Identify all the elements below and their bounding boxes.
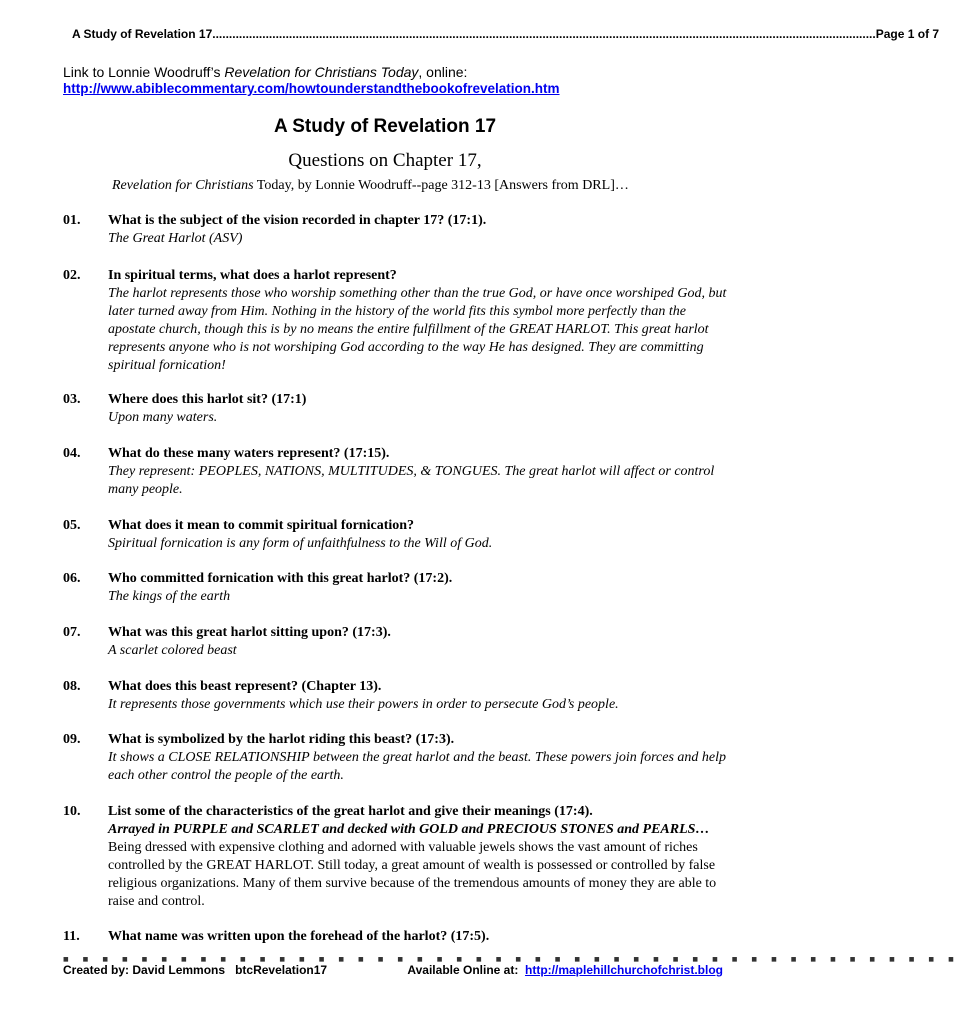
page-title: A Study of Revelation 17 bbox=[273, 116, 497, 137]
commentary-link[interactable]: http://www.abiblecommentary.com/howtounderstandthebookofrevelation.htm bbox=[63, 81, 560, 96]
answer-text: A scarlet colored beast bbox=[108, 643, 237, 658]
source-details: Today, by Lonnie Woodruff--page 312-13 [Answers from DRL]… bbox=[253, 178, 629, 193]
question-text: Who committed fornication with this great harlot? (17:2). bbox=[108, 571, 453, 586]
question-text: Where does this harlot sit? (17:1) bbox=[108, 392, 307, 407]
footer-file-name: btcRevelation17 bbox=[235, 963, 328, 977]
footer-available-label: Available Online at: bbox=[407, 963, 519, 977]
question-text: What name was written upon the forehead of the harlot? (17:5). bbox=[108, 929, 490, 944]
question-number: 05. bbox=[63, 518, 81, 533]
commentary-intro bbox=[63, 64, 467, 81]
question-item bbox=[63, 445, 733, 499]
question-text: List some of the characteristics of the great harlot and give their meanings (17:4). bbox=[108, 804, 593, 819]
footer-site-link[interactable]: http://maplehillchurchofchrist.blog bbox=[525, 963, 723, 977]
answer-text: The Great Harlot (ASV) bbox=[108, 231, 243, 246]
question-number: 03. bbox=[63, 392, 81, 407]
page-footer bbox=[63, 963, 723, 977]
question-text: What does this beast represent? (Chapter 13). bbox=[108, 679, 382, 694]
question-text: What is symbolized by the harlot riding this beast? (17:3). bbox=[108, 732, 455, 747]
answer-text: It represents those governments which use their powers in order to persecute God’s people. bbox=[108, 697, 619, 712]
answer-text: Upon many waters. bbox=[108, 410, 218, 425]
question-number: 06. bbox=[63, 571, 81, 586]
question-item bbox=[63, 678, 733, 714]
question-item bbox=[63, 391, 733, 427]
footer-author bbox=[63, 963, 327, 977]
question-number: 01. bbox=[63, 213, 81, 228]
question-item bbox=[63, 928, 733, 946]
source-citation bbox=[112, 178, 629, 194]
answer-text: The kings of the earth bbox=[108, 589, 231, 604]
question-text: What was this great harlot sitting upon? (17:3). bbox=[108, 625, 391, 640]
question-number: 02. bbox=[63, 268, 81, 283]
question-item bbox=[63, 267, 733, 375]
question-text: What is the subject of the vision recorded in chapter 17? (17:1). bbox=[108, 213, 487, 228]
header-title: A Study of Revelation 17 bbox=[72, 27, 213, 41]
question-number: 04. bbox=[63, 446, 81, 461]
answer-text: They represent: PEOPLES, NATIONS, MULTITUDES, & TONGUES. The great harlot will affect or control many people. bbox=[108, 464, 715, 497]
answer-text bbox=[108, 821, 733, 911]
page-header bbox=[72, 27, 940, 45]
footer-availability bbox=[407, 963, 723, 977]
question-number: 07. bbox=[63, 625, 81, 640]
question-number: 09. bbox=[63, 732, 81, 747]
question-item bbox=[63, 570, 733, 606]
footer-divider: ■■■■■■■■■■■■■■■■■■■■■■■■■■■■■■■■■■■■■■■■■■■■■■ bbox=[63, 956, 968, 963]
source-book-title: Revelation for Christians bbox=[112, 178, 254, 193]
header-page-number: Page 1 of 7 bbox=[875, 27, 940, 41]
question-number: 11. bbox=[63, 929, 80, 944]
answer-text: It shows a CLOSE RELATIONSHIP between the great harlot and the beast. These powers join forces and help each other control the people of the earth. bbox=[108, 750, 727, 783]
header-leader-dots bbox=[212, 27, 875, 41]
footer-created-by: Created by: David Lemmons bbox=[63, 963, 226, 977]
question-number: 08. bbox=[63, 679, 81, 694]
question-text: What do these many waters represent? (17:15). bbox=[108, 446, 390, 461]
answer-text: Spiritual fornication is any form of unfaithfulness to the Will of God. bbox=[108, 536, 493, 551]
intro-text-end: , online: bbox=[418, 64, 468, 80]
page-subtitle: Questions on Chapter 17, bbox=[288, 150, 482, 171]
question-item bbox=[63, 803, 733, 911]
answer-lead: Arrayed in PURPLE and SCARLET and decked with GOLD and PRECIOUS STONES and PEARLS… bbox=[108, 822, 710, 837]
question-text: In spiritual terms, what does a harlot represent? bbox=[108, 268, 397, 283]
question-item bbox=[63, 731, 733, 785]
answer-explanation: Being dressed with expensive clothing and adorned with valuable jewels shows the vast amount of riches controlled by the GREAT HARLOT. Still today, a great amount of wealth is possessed or controlled by false religious organizations. Many of them survive because of the tremendous amounts of money they are able to raise and control. bbox=[108, 840, 717, 909]
question-item bbox=[63, 624, 733, 660]
intro-text: Link to Lonnie Woodruff’s bbox=[63, 64, 225, 80]
question-item bbox=[63, 517, 733, 553]
answer-text: The harlot represents those who worship something other than the true God, or have once worshiped God, but later turned away from Him. Nothing in the history of the world fits this symbol more perfectly than the apostate church, though this is by no means the entire fulfillment of the GREAT HARLOT. This great harlot represents anyone who is not worshiping God according to the way He has designed. They are committing spiritual fornication! bbox=[108, 286, 727, 373]
question-item bbox=[63, 212, 733, 248]
question-number: 10. bbox=[63, 804, 81, 819]
intro-book-title: Revelation for Christians Today bbox=[224, 64, 419, 80]
question-text: What does it mean to commit spiritual fornication? bbox=[108, 518, 415, 533]
